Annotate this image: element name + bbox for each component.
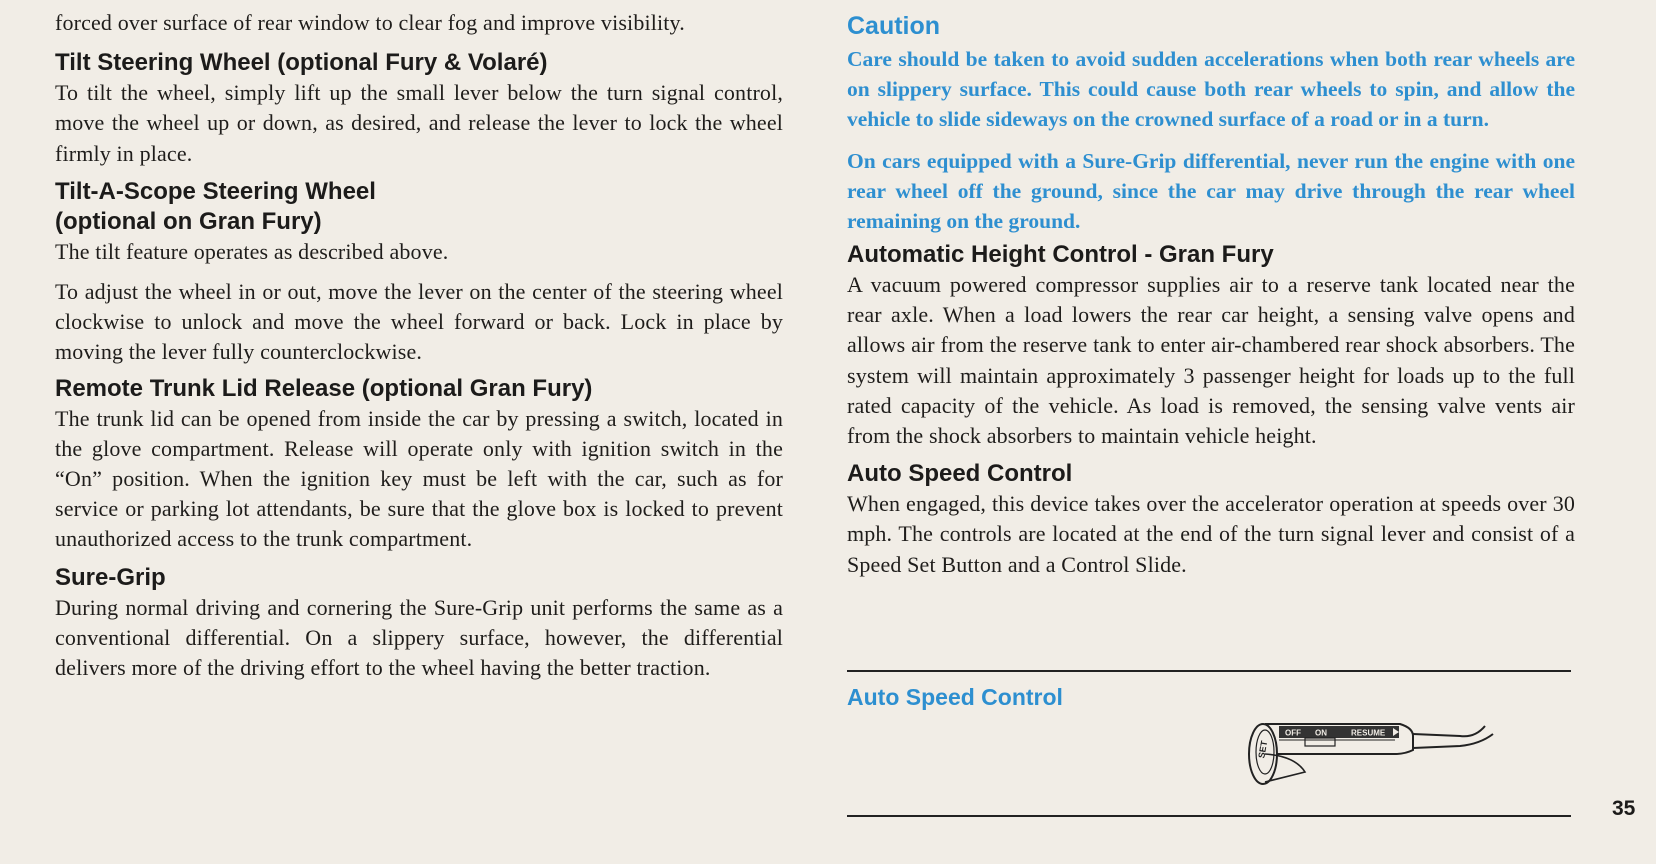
height-control-text: A vacuum powered compressor supplies air to a reserve tank located near the rear axle. When a load lowers the rear car height, a sensing valve opens and allows air from the reserve tank to enter air-chambered rear shock absorbers. The system will maintain approximately 3 passenger height for loads up to the full rated capacity of the vehicle. As load is removed, the sensing valve vents air from the shock absorbers to maintain vehicle height.	[847, 272, 1575, 449]
tilt-steering-heading: Tilt Steering Wheel (optional Fury & Volaré)	[55, 49, 548, 77]
height-control-heading: Automatic Height Control - Gran Fury	[847, 241, 1274, 268]
trunk-release-text: The trunk lid can be opened from inside the car by pressing a switch, located in the glove compartment. Release will operate only with ignition switch in the “On” position. When the ignition key must be left with the car, such as for service or parking lot attendants, be sure that the glove box is locked to prevent unauthorized access to the trunk compartment.	[55, 405, 783, 552]
figure-label: Auto Speed Control	[847, 684, 1063, 710]
speed-control-heading: Auto Speed Control	[847, 460, 1073, 488]
speed-control-text: When engaged, this device takes over the accelerator operation at speeds over 30 mph. The controls are located at the end of the turn signal lever and consist of a Speed Set Button and a Control Slide.	[847, 491, 1575, 577]
suregrip-text: During normal driving and cornering the Sure-Grip unit performs the same as a conventional differential. On a slippery surface, however, the differential delivers more of the driving effort to the wheel having the better traction.	[55, 594, 783, 681]
intro-paragraph: forced over surface of rear window to clear fog and improve visibility.	[55, 10, 685, 35]
caution-text-1: Care should be taken to avoid sudden accelerations when both rear wheels are on slippery surface. This could cause both rear wheels to spin, and allow the vehicle to slide sideways on the crowned surface of a road or in a turn.	[847, 47, 1575, 131]
tiltscope-text-1: The tilt feature operates as described above.	[55, 238, 449, 264]
caution-text-2: On cars equipped with a Sure-Grip differential, never run the engine with one rear wheel off the ground, since the car may drive through the rear wheel remaining on the ground.	[847, 149, 1575, 233]
resume-label: RESUME	[1351, 728, 1386, 738]
figure-bottom-rule	[847, 815, 1571, 817]
tiltscope-text-2: To adjust the wheel in or out, move the lever on the center of the steering wheel clockwise to unlock and move the wheel forward or back. Lock in place by moving the lever fully counterclockwise.	[55, 279, 783, 365]
tiltscope-heading-line2: (optional on Gran Fury)	[55, 207, 322, 235]
tiltscope-heading-line1: Tilt-A-Scope Steering Wheel	[55, 177, 376, 205]
caution-title: Caution	[847, 12, 941, 40]
page-number: 35	[1612, 797, 1636, 820]
speed-control-lever-illustration	[1235, 716, 1495, 786]
off-label: OFF	[1285, 728, 1301, 738]
figure-top-rule	[847, 670, 1571, 672]
suregrip-heading: Sure-Grip	[55, 563, 166, 591]
trunk-release-heading: Remote Trunk Lid Release (optional Gran Fury)	[55, 374, 593, 402]
right-column	[847, 8, 1575, 580]
set-button-label: SET	[1256, 739, 1270, 759]
tilt-steering-text: To tilt the wheel, simply lift up the small lever below the turn signal control, move the wheel up or down, as desired, and release the lever to lock the wheel firmly in place.	[55, 80, 783, 166]
on-label: ON	[1315, 728, 1327, 738]
left-column	[55, 8, 783, 683]
